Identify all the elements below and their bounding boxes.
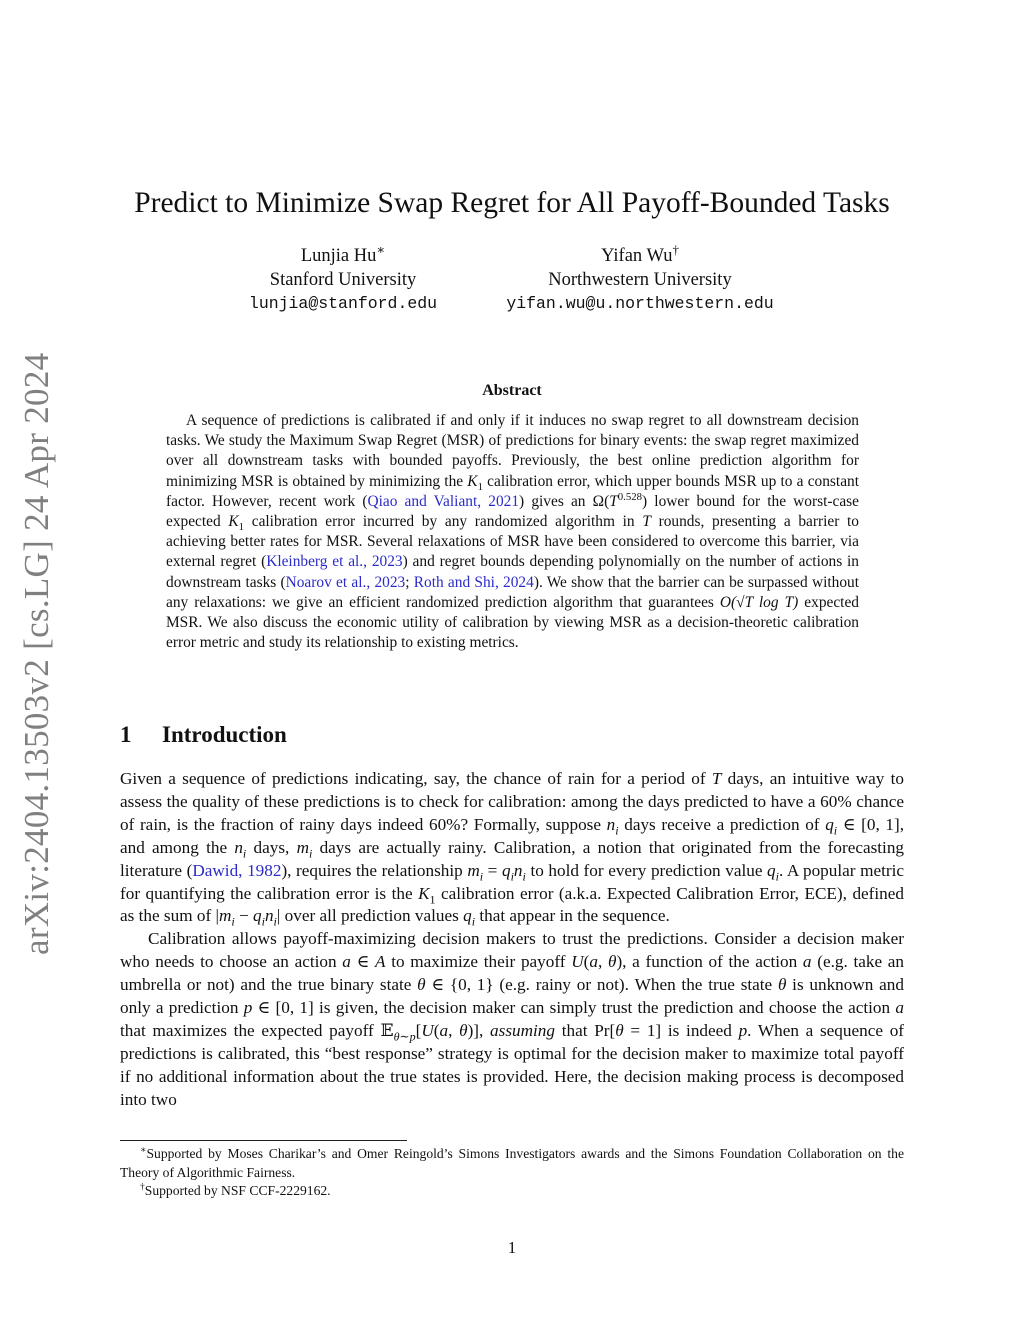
citation-link[interactable]: Roth and Shi, 2024 bbox=[413, 573, 534, 591]
author-block bbox=[213, 241, 473, 316]
bound-expression: O(√T log T) bbox=[719, 593, 799, 611]
author-name: Yifan Wu bbox=[601, 246, 673, 266]
footnote: ∗Supported by Moses Charikar’s and Omer Reingold’s Simons Investigators awards and the Simons Foundation Collaboration on the Theory of Algorithmic Fairness. bbox=[120, 1145, 904, 1180]
footnote-divider bbox=[120, 1140, 407, 1141]
author-block bbox=[470, 241, 810, 316]
paragraph: Calibration allows payoff-maximizing decision makers to trust the predictions. Consider a decision maker who needs to choose an action a ∈ A to maximize their payoff U(a, θ), a function of the action a (e.g. take an umbrella or not) and the true binary state θ ∈ {0, 1} (e.g. rainy or not). When the true state θ is unknown and only a prediction p ∈ [0, 1] is given, the decision maker can simply trust the prediction and choose the action a that maximizes the expected payoff 𝔼$_{\theta\sim p}$[U(a, θ)], assuming that Pr[θ = 1] is indeed p. When a sequence of predictions is calibrated, this “best response” strategy is optimal for the decision maker to maximize total payoff if no additional information about the true states is provided. Here, the decision making process is decomposed into two bbox=[120, 929, 905, 1109]
author-email[interactable]: lunjia@stanford.edu bbox=[248, 294, 438, 313]
intro-body bbox=[120, 768, 904, 1112]
author-name: Lunjia Hu bbox=[300, 246, 377, 266]
citation-link[interactable]: Dawid, 1982 bbox=[192, 860, 282, 880]
page-number: 1 bbox=[507, 1238, 517, 1257]
author-footnote-mark: ∗ bbox=[376, 241, 386, 257]
author-email[interactable]: yifan.wu@u.northwestern.edu bbox=[506, 294, 774, 313]
section-heading: 1 Introduction bbox=[120, 722, 287, 747]
footnotes bbox=[120, 1145, 904, 1201]
citation-link[interactable]: Noarov et al., 2023 bbox=[285, 573, 406, 591]
author-affiliation: Stanford University bbox=[269, 270, 417, 290]
citation-link[interactable]: Qiao and Valiant, 2021 bbox=[367, 492, 520, 510]
author-affiliation: Northwestern University bbox=[548, 270, 732, 290]
citation-link[interactable]: Kleinberg et al., 2023 bbox=[266, 553, 403, 571]
footnote: †Supported by NSF CCF-2229162. bbox=[140, 1182, 331, 1198]
paragraph: Given a sequence of predictions indicating, say, the chance of rain for a period of T days, an intuitive way to assess the quality of these predictions is to check for calibration: among the days predicted to have a 60% chance of rain, is the fraction of rainy days indeed 60%? Formally, suppose $n_i$ days receive a prediction of $q_i$ ∈ [0, 1], and among the $n_i$ days, $m_i$ days are actually rainy. Calibration, a notion that originated from the forecasting literature (Dawid, 1982), requires the relationship $m_i = q_in_i$ to hold for every prediction value $q_i$. A popular metric for quantifying the calibration error is the $K_1$ calibration error (a.k.a. Expected Calibration Error, ECE), defined as the sum of $|m_i - q_in_i|$ over all prediction values $q_i$ that appear in the sequence. bbox=[120, 769, 905, 929]
abstract-text: A sequence of predictions is calibrated if and only if it induces no swap regret to all downstream decision tasks. We study the Maximum Swap Regret (MSR) of predictions for binary events: the swap regret maximized over all downstream tasks with bounded payoffs. Previously, the best online prediction algorithm for minimizing MSR is obtained by minimizing the $K_1$ calibration error, which upper bounds MSR up to a constant factor. However, recent work (Qiao and Valiant, 2021) gives an $\Omega(T^{0.528})$ lower bound for the worst-case expected $K_1$ calibration error incurred by any randomized algorithm in T rounds, presenting a barrier to achieving better rates for MSR. Several relaxations of MSR have been considered to overcome this barrier, via external regret (Kleinberg et al., 2023) and regret bounds depending polynomially on the number of actions in downstream tasks (Noarov et al., 2023; Roth and Shi, 2024). We show that the barrier can be surpassed without any relaxations: we give an efficient randomized prediction algorithm that guarantees O(√T log T) expected MSR. We also discuss the economic utility of calibration by viewing MSR as a decision-theoretic calibration error metric and study its relationship to existing metrics. bbox=[166, 412, 860, 652]
paper-title: Predict to Minimize Swap Regret for All Payoff-Bounded Tasks bbox=[134, 187, 890, 219]
abstract-heading: Abstract bbox=[482, 382, 542, 399]
arxiv-stamp: arXiv:2404.13503v2 [cs.LG] 24 Apr 2024 bbox=[17, 352, 56, 955]
author-footnote-mark: † bbox=[672, 241, 679, 257]
